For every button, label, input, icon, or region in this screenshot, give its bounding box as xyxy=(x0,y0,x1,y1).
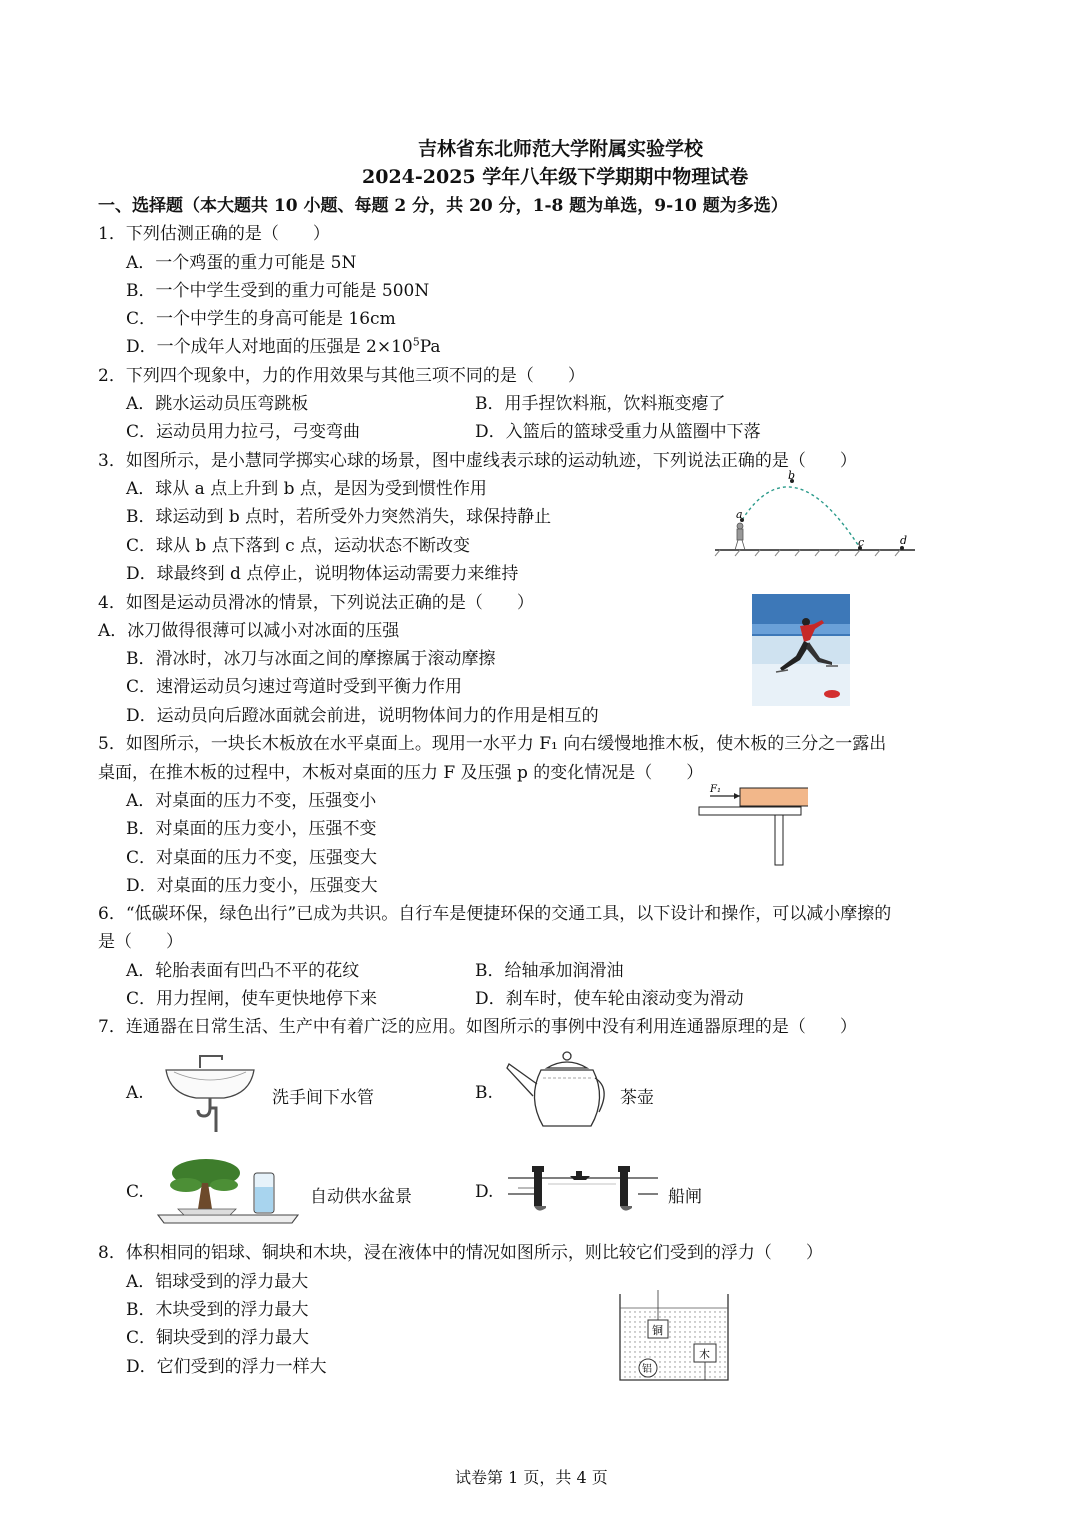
question-5-option-d: D．对桌面的压力变小，压强变大 xyxy=(126,876,378,896)
question-5-option-a: A．对桌面的压力不变，压强变小 xyxy=(126,791,377,811)
question-1-option-c: C．一个中学生的身高可能是 16cm xyxy=(126,309,396,329)
question-7-option-b-letter: B. xyxy=(475,1083,493,1103)
question-4-option-a: A．冰刀做得很薄可以减小对冰面的压强 xyxy=(98,621,400,641)
question-2-option-b: B．用手捏饮料瓶，饮料瓶变瘪了 xyxy=(475,394,726,414)
force-f1-label: F₁ xyxy=(710,784,721,795)
question-1-stem: 1．下列估测正确的是（ ） xyxy=(98,224,330,244)
sink-drain-figure xyxy=(160,1050,260,1135)
question-7-option-d-caption: 船闸 xyxy=(668,1187,702,1207)
section-heading: 一、选择题（本大题共 10 小题、每题 2 分，共 20 分，1-8 题为单选，9-10 题为多选） xyxy=(98,196,788,216)
question-7-option-b-caption: 茶壶 xyxy=(620,1088,654,1108)
ship-lock-figure xyxy=(508,1158,658,1218)
question-3-option-a: A．球从 a 点上升到 b 点，是因为受到惯性作用 xyxy=(126,479,487,499)
question-6-stem-line1: 6．“低碳环保，绿色出行”已成为共识。自行车是便捷环保的交通工具，以下设计和操作，可以减小摩擦的 xyxy=(98,904,892,924)
thrower-figure xyxy=(735,523,745,550)
question-6-option-d: D．刹车时，使车轮由滚动变为滑动 xyxy=(475,989,744,1009)
point-d-label: d xyxy=(900,534,908,547)
speed-skater-photo xyxy=(752,594,850,706)
question-2-option-a: A．跳水运动员压弯跳板 xyxy=(126,394,309,414)
question-7-option-a-caption: 洗手间下水管 xyxy=(272,1088,374,1108)
question-7-option-d-letter: D. xyxy=(475,1182,494,1202)
question-4-option-d: D．运动员向后蹬冰面就会前进，说明物体间力的作用是相互的 xyxy=(126,706,599,726)
question-4-option-b: B．滑冰时，冰刀与冰面之间的摩擦属于滚动摩擦 xyxy=(126,649,496,669)
question-5-stem-line1: 5．如图所示，一块长木板放在水平桌面上。现用一水平力 F₁ 向右缓慢地推木板，使木板的三分之一露出 xyxy=(98,734,887,754)
question-2-option-d: D．入篮后的篮球受重力从篮圈中下落 xyxy=(475,422,761,442)
board-on-table-figure xyxy=(696,780,808,870)
question-7-option-a-letter: A. xyxy=(126,1083,144,1103)
page-footer: 试卷第 1 页，共 4 页 xyxy=(455,1468,608,1487)
question-8-option-c: C．铜块受到的浮力最大 xyxy=(126,1328,310,1348)
question-6-option-b: B．给轴承加润滑油 xyxy=(475,961,624,981)
question-5-stem-line2: 桌面，在推木板的过程中，木板对桌面的压力 F 及压强 p 的变化情况是（ ） xyxy=(98,763,704,783)
question-2-option-c: C．运动员用力拉弓，弓变弯曲 xyxy=(126,422,361,442)
question-8-option-a: A．铝球受到的浮力最大 xyxy=(126,1272,309,1292)
wood-block-label: 木 xyxy=(699,1348,710,1361)
question-6-option-c: C．用力捏闸，使车更快地停下来 xyxy=(126,989,378,1009)
auto-water-bonsai-figure xyxy=(156,1153,300,1227)
question-5-option-c: C．对桌面的压力不变，压强变大 xyxy=(126,848,378,868)
question-3-option-c: C．球从 b 点下落到 c 点，运动状态不断改变 xyxy=(126,536,471,556)
copper-block-label: 铜 xyxy=(652,1324,663,1337)
question-3-option-d: D．球最终到 d 点停止，说明物体运动需要力来维持 xyxy=(126,564,519,584)
question-1-option-d: D．一个成年人对地面的压强是 $2\times 10^5Pa$ xyxy=(126,335,441,357)
question-5-option-b: B．对桌面的压力变小，压强不变 xyxy=(126,819,377,839)
point-a-label: a xyxy=(736,508,743,521)
point-c-label: c xyxy=(858,536,865,549)
question-6-stem-line2: 是（ ） xyxy=(98,932,183,952)
question-4-stem: 4．如图是运动员滑冰的情景，下列说法正确的是（ ） xyxy=(98,593,534,613)
question-7-option-c-caption: 自动供水盆景 xyxy=(310,1187,412,1207)
aluminum-ball-label: 铝 xyxy=(642,1364,652,1375)
question-7-option-c-letter: C. xyxy=(126,1182,144,1202)
question-8-option-b: B．木块受到的浮力最大 xyxy=(126,1300,309,1320)
question-1-option-b: B．一个中学生受到的重力可能是 500N xyxy=(126,281,430,301)
question-8-option-d: D．它们受到的浮力一样大 xyxy=(126,1357,327,1377)
question-3-stem: 3．如图所示，是小慧同学掷实心球的场景，图中虚线表示球的运动轨迹，下列说法正确的是（ ） xyxy=(98,451,857,471)
question-3-option-b: B．球运动到 b 点时，若所受外力突然消失，球保持静止 xyxy=(126,507,552,527)
question-1-option-a: A．一个鸡蛋的重力可能是 5N xyxy=(126,253,357,273)
ball-trajectory-figure xyxy=(710,470,920,562)
question-2-stem: 2．下列四个现象中，力的作用效果与其他三项不同的是（ ） xyxy=(98,366,585,386)
point-b-label: b xyxy=(788,470,796,482)
question-8-stem: 8．体积相同的铝球、铜块和木块，浸在液体中的情况如图所示，则比较它们受到的浮力（ ） xyxy=(98,1243,823,1263)
question-6-option-a: A．轮胎表面有凹凸不平的花纹 xyxy=(126,961,360,981)
exam-title-school: 吉林省东北师范大学附属实验学校 xyxy=(418,138,704,160)
exam-title-name: 2024-2025 学年八年级下学期期中物理试卷 xyxy=(362,166,749,188)
question-7-stem: 7．连通器在日常生活、生产中有着广泛的应用。如图所示的事例中没有利用连通器原理的是（ ） xyxy=(98,1017,857,1037)
question-4-option-c: C．速滑运动员匀速过弯道时受到平衡力作用 xyxy=(126,677,463,697)
buoyancy-container-figure xyxy=(618,1290,730,1382)
teapot-figure xyxy=(503,1048,613,1136)
